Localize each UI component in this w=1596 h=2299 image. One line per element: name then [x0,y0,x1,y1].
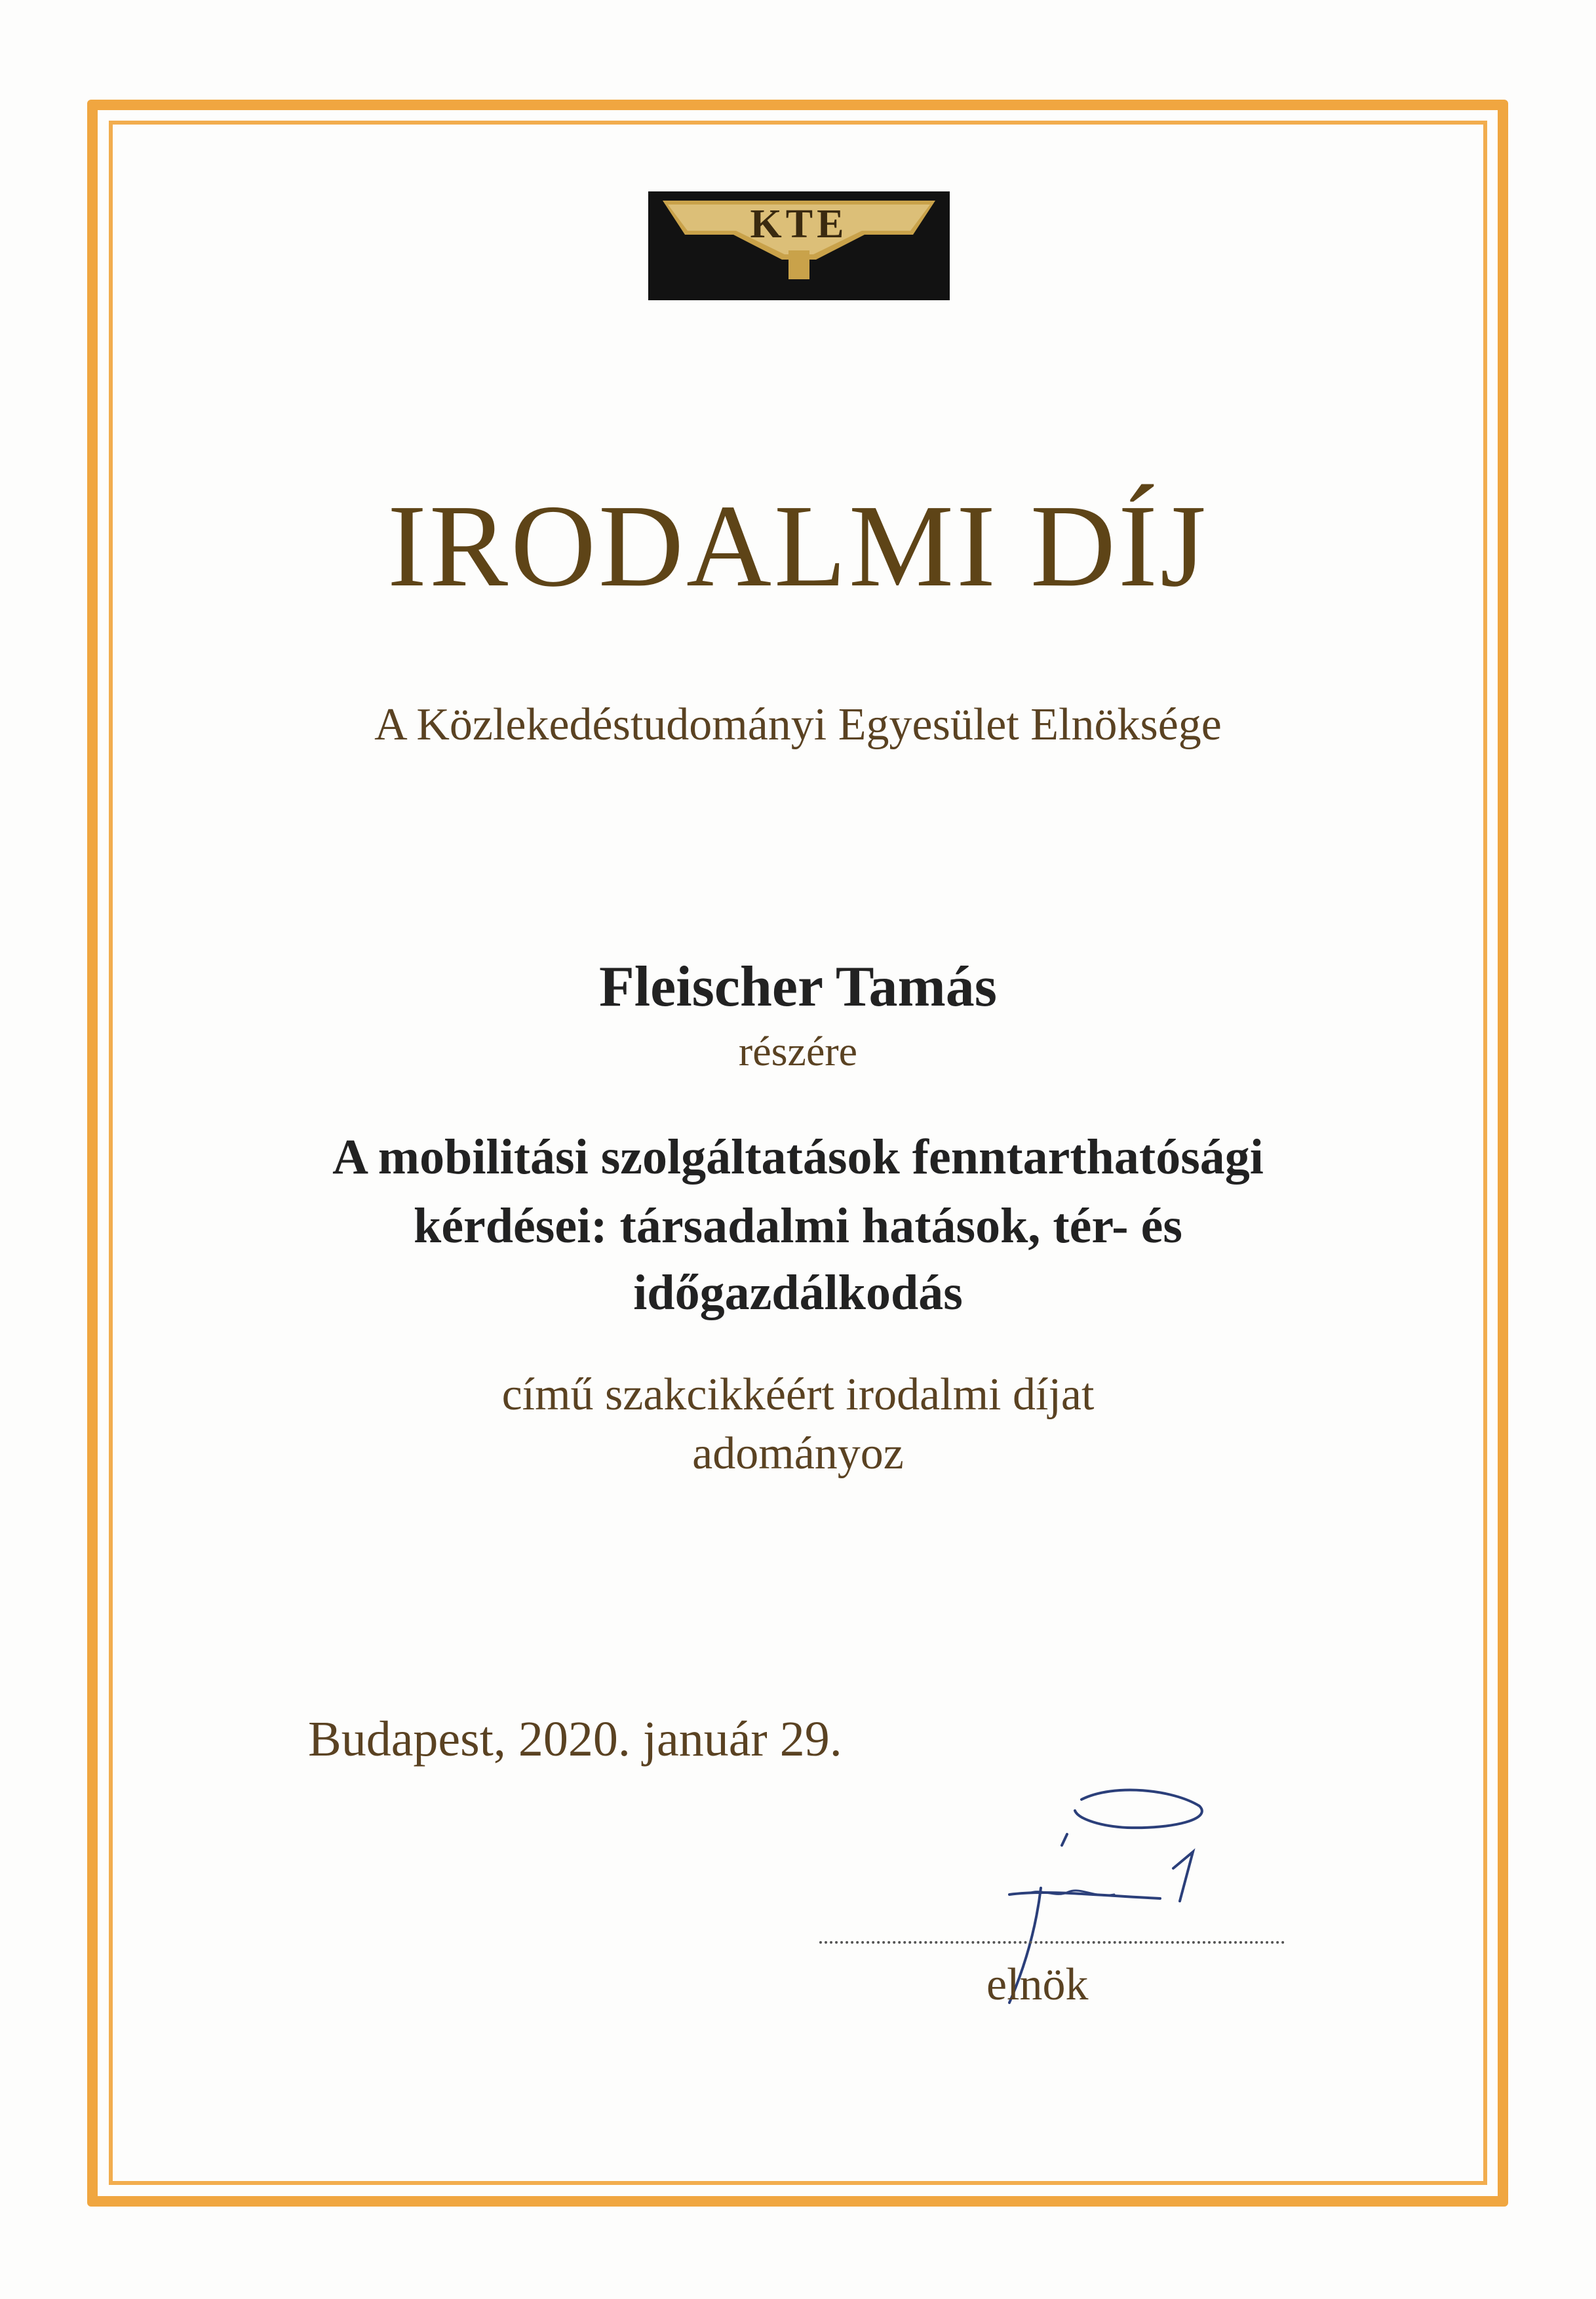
work-title-line: kérdései: társadalmi hatások, tér- és [414,1198,1182,1253]
work-title-line: A mobilitási szolgáltatások fenntarthatósági [332,1130,1264,1185]
logo-text: KTE [750,202,848,246]
kte-logo [648,191,950,300]
issuer-text: A Közlekedéstudományi Egyesület Elnöksége [374,699,1222,750]
signatory-role: elnök [986,1959,1089,2010]
place-and-date: Budapest, 2020. január 29. [308,1712,842,1767]
citation-line: adományoz [692,1428,904,1479]
signature-line [819,1941,1285,1944]
recipient-suffix: részére [738,1028,858,1074]
recipient-name: Fleischer Tamás [598,955,998,1019]
award-title: IRODALMI DÍJ [387,481,1209,611]
work-title-line: időgazdálkodás [633,1265,963,1320]
citation-line: című szakcikkéért irodalmi díjat [501,1369,1095,1420]
